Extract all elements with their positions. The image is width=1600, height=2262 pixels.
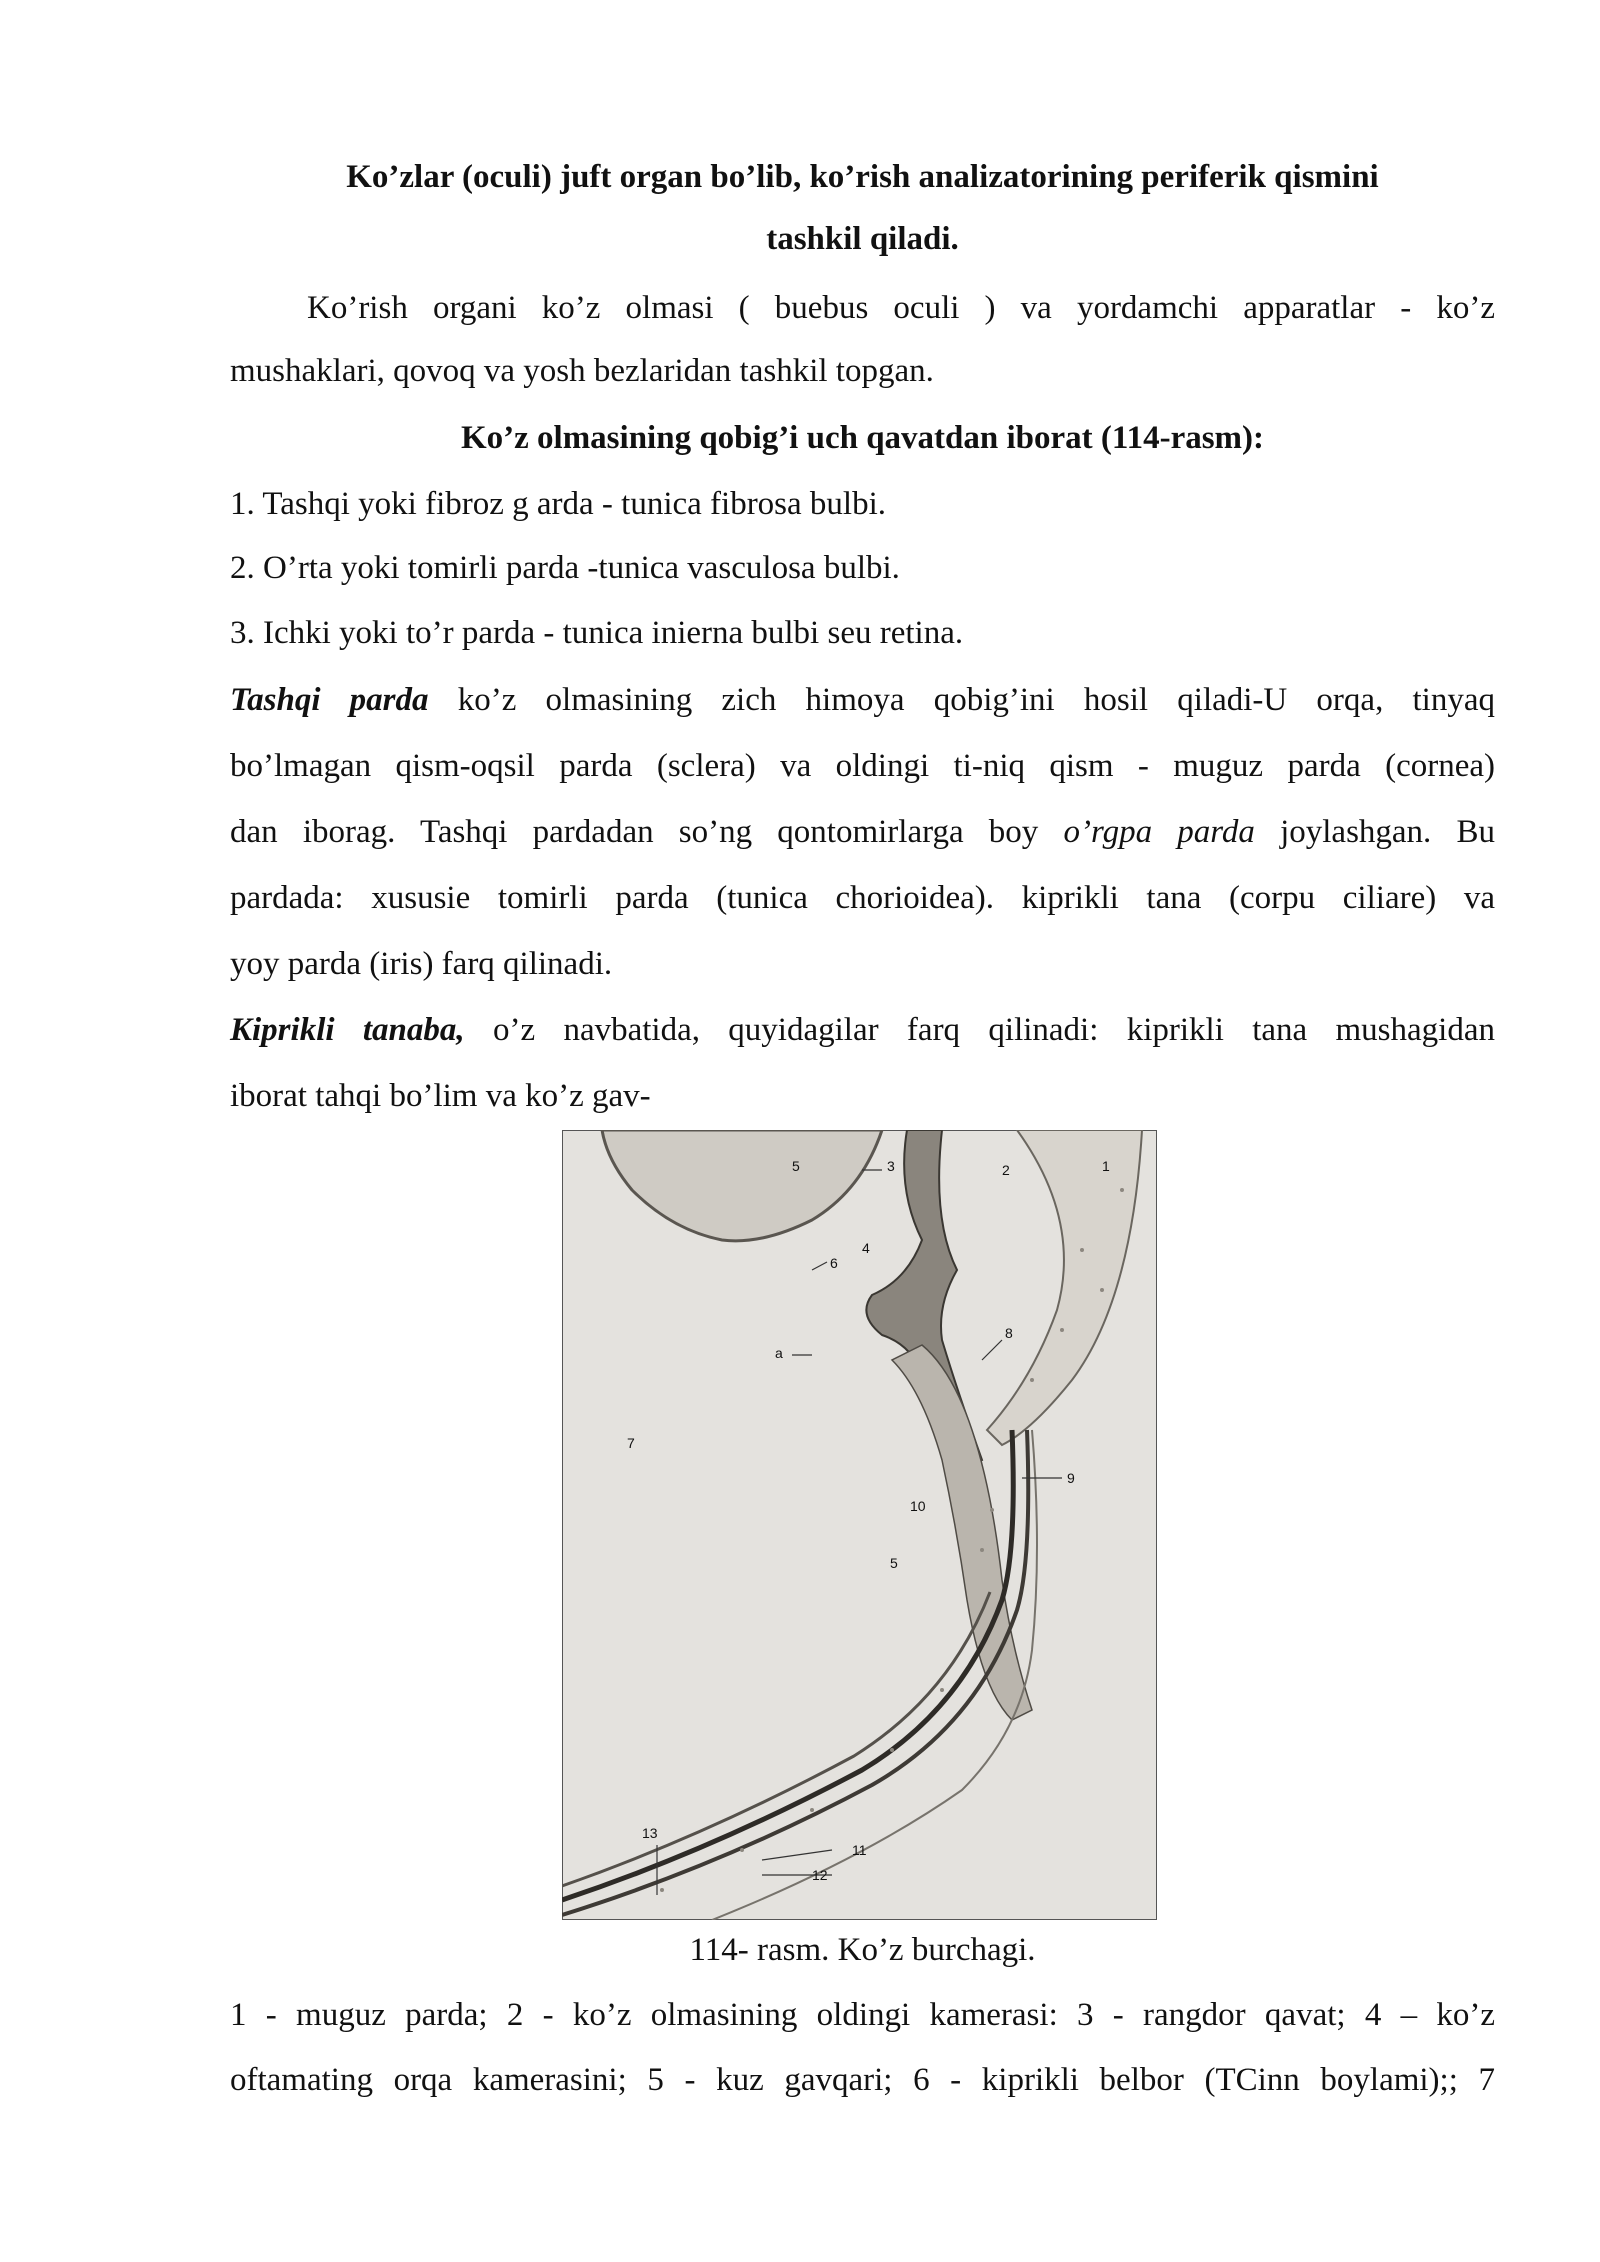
- paragraph-2-line-3: [230, 812, 1495, 852]
- heading-line-1: Ko’zlar (oculi) juft organ bo’lib, ko’rish analizatorining periferik qismini: [346, 159, 1379, 195]
- legend-line-2: oftamating orqa kamerasini; 5 - kuz gavqari; 6 - kiprikli belbor (TCinn boylami);; 7: [230, 2062, 1495, 2098]
- paragraph-2-line-3-pre: dan iborag. Tashqi pardadan so’ng qontomirlarga boy: [230, 814, 1064, 850]
- figure-caption: 114- rasm. Ko’z burchagi.: [689, 1932, 1036, 1968]
- figure-label: 2: [1002, 1162, 1010, 1178]
- figure-label: 1: [1102, 1158, 1110, 1174]
- list-item: 2. O’rta yoki tomirli parda -tunica vasculosa bulbi.: [230, 550, 900, 586]
- paragraph-2-line-1: [230, 680, 1495, 720]
- paragraph-2-line-1-text: ko’z olmasining zich himoya qobig’ini hosil qiladi-U orqa, tinyaq: [428, 682, 1495, 718]
- paragraph-2-italic: o’rgpa parda: [1063, 814, 1255, 850]
- figure-label: 5: [890, 1555, 898, 1571]
- figure-label: 6: [830, 1255, 838, 1271]
- legend-line-1: 1 - muguz parda; 2 - ko’z olmasining oldingi kamerasi: 3 - rangdor qavat; 4 – ko’z: [230, 1997, 1495, 2033]
- paragraph-2-line-4: pardada: xususie tomirli parda (tunica chorioidea). kiprikli tana (corpu ciliare) va: [230, 880, 1495, 916]
- paragraph-2-line-2: bo’lmagan qism-oqsil parda (sclera) va oldingi ti-niq qism - muguz parda (cornea): [230, 748, 1495, 784]
- figure-label: 10: [910, 1498, 926, 1514]
- figure-label: 3: [887, 1158, 895, 1174]
- heading-line-2: tashkil qiladi.: [766, 221, 959, 257]
- paragraph-3-line-2: iborat tahqi bo’lim va ko’z gav-: [230, 1078, 651, 1114]
- figure-label: 8: [1005, 1325, 1013, 1341]
- figure-label: 13: [642, 1825, 658, 1841]
- paragraph-3-lead: Kiprikli tanaba,: [230, 1012, 465, 1048]
- figure-label: a: [775, 1345, 783, 1361]
- subheading: Ko’z olmasining qobig’i uch qavatdan iborat (114-rasm):: [460, 420, 1265, 456]
- paragraph-1-line-2: mushaklari, qovoq va yosh bezlaridan tashkil topgan.: [230, 353, 934, 389]
- paragraph-3-line-1: [230, 1010, 1495, 1050]
- figure-label: 11: [852, 1842, 867, 1858]
- list-item: 3. Ichki yoki to’r parda - tunica inierna bulbi seu retina.: [230, 615, 964, 651]
- figure-label: 9: [1067, 1470, 1075, 1486]
- figure-label: 7: [627, 1435, 635, 1451]
- paragraph-2-line-5: yoy parda (iris) farq qilinadi.: [230, 946, 613, 982]
- paragraph-2-lead: Tashqi parda: [230, 682, 429, 718]
- paragraph-1-line-1: Ko’rish organi ko’z olmasi ( buebus oculi ) va yordamchi apparatlar - ko’z: [307, 290, 1495, 326]
- figure-label: 5: [792, 1158, 800, 1174]
- figure-label: 4: [862, 1240, 870, 1256]
- figure-label: 12: [812, 1867, 828, 1883]
- list-item: 1. Tashqi yoki fibroz g arda - tunica fibrosa bulbi.: [230, 486, 887, 522]
- paragraph-2-line-3-post: joylashgan. Bu: [1254, 814, 1495, 850]
- paragraph-3-line-1-text: o’z navbatida, quyidagilar farq qilinadi: kiprikli tana mushagidan: [464, 1012, 1495, 1048]
- eye-angle-figure: [562, 1130, 1157, 1920]
